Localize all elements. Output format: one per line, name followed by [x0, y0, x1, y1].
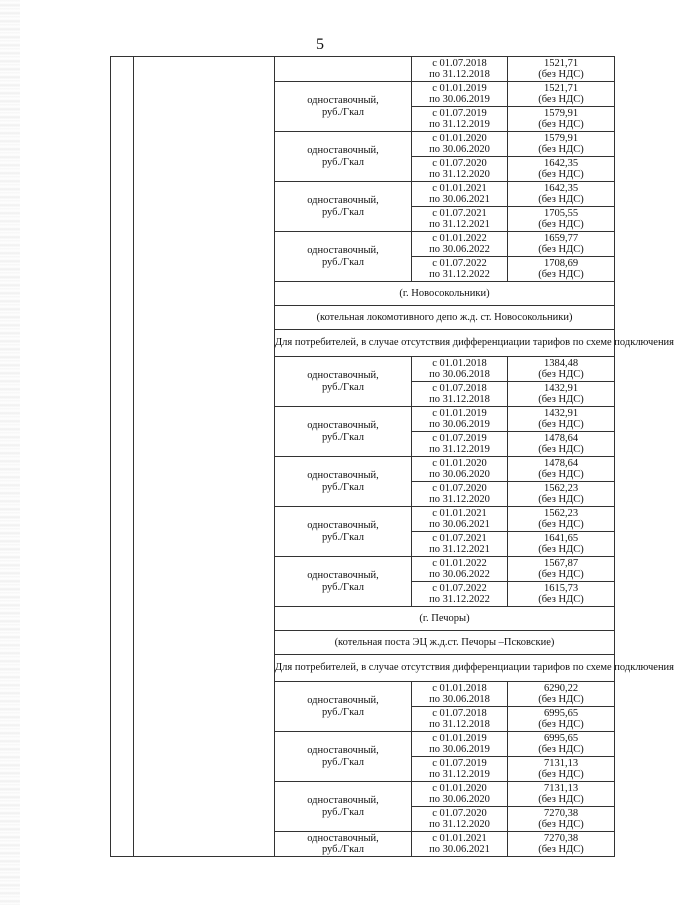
price-cell [508, 707, 615, 732]
price-value: 1562,23 [543, 507, 579, 519]
vat-note: (без НДС) [538, 544, 584, 555]
period-cell [412, 457, 508, 482]
period-to: по 31.12.2018 [429, 719, 490, 730]
vat-note: (без НДС) [538, 769, 584, 780]
price-cell [508, 832, 615, 857]
period-to: по 31.12.2018 [429, 394, 490, 405]
city-label: (г. Печоры) [275, 607, 615, 631]
price-cell [508, 782, 615, 807]
tariff-type-line-2: руб./Гкал [321, 844, 365, 855]
tariff-type-line-2: руб./Гкал [321, 106, 365, 118]
tariff-type [275, 232, 412, 282]
period-to: по 30.06.2021 [429, 194, 490, 205]
period-cell [412, 82, 508, 107]
vat-note: (без НДС) [538, 269, 584, 280]
period-cell [412, 557, 508, 582]
price-cell [508, 582, 615, 607]
vat-note: (без НДС) [538, 69, 584, 80]
period-to: по 31.12.2021 [429, 219, 490, 230]
period-cell [412, 507, 508, 532]
period-to: по 31.12.2019 [429, 769, 490, 780]
period-to: по 30.06.2022 [429, 569, 490, 580]
period-from: с 01.07.2020 [432, 482, 487, 494]
period-cell [412, 832, 508, 857]
period-from: с 01.01.2021 [432, 832, 487, 844]
period-to: по 30.06.2020 [429, 144, 490, 155]
period-cell [412, 57, 508, 82]
tariff-type-line-2: руб./Гкал [321, 531, 365, 543]
period-to: по 30.06.2019 [429, 744, 490, 755]
period-from: с 01.01.2021 [432, 182, 487, 194]
period-to: по 30.06.2019 [429, 94, 490, 105]
price-value: 1567,87 [543, 557, 579, 569]
left-column-1 [111, 57, 134, 857]
price-value: 6995,65 [543, 732, 579, 744]
period-to: по 31.12.2019 [429, 444, 490, 455]
tariff-type-line-2: руб./Гкал [321, 706, 365, 718]
period-cell [412, 257, 508, 282]
period-cell [412, 132, 508, 157]
tariff-table [110, 56, 674, 857]
vat-note: (без НДС) [538, 569, 584, 580]
period-from: с 01.07.2019 [432, 757, 487, 769]
period-from: с 01.07.2021 [432, 207, 487, 219]
period-to: по 31.12.2021 [429, 544, 490, 555]
period-from: с 01.07.2021 [432, 532, 487, 544]
period-cell [412, 382, 508, 407]
period-from: с 01.01.2019 [432, 407, 487, 419]
price-cell [508, 132, 615, 157]
period-cell [412, 407, 508, 432]
price-value: 7131,13 [543, 782, 579, 794]
tariff-type-line-1: одноставочный, [307, 195, 379, 206]
period-from: с 01.07.2019 [432, 107, 487, 119]
period-to: по 31.12.2020 [429, 819, 490, 830]
price-cell [508, 807, 615, 832]
period-cell [412, 232, 508, 257]
period-from: с 01.01.2019 [432, 732, 487, 744]
period-cell [412, 807, 508, 832]
tariff-type-line-2: руб./Гкал [321, 806, 365, 818]
page-number: 5 [316, 36, 324, 53]
period-cell [412, 707, 508, 732]
tariff-type [275, 832, 412, 857]
tariff-type [275, 507, 412, 557]
price-cell [508, 157, 615, 182]
price-value: 1432,91 [543, 407, 579, 419]
price-cell [508, 507, 615, 532]
price-value: 1478,64 [543, 457, 579, 469]
period-to: по 30.06.2022 [429, 244, 490, 255]
vat-note: (без НДС) [538, 419, 584, 430]
price-value: 1708,69 [543, 257, 579, 269]
tariff-type-line-2: руб./Гкал [321, 381, 365, 393]
vat-note: (без НДС) [538, 219, 584, 230]
price-value: 7131,13 [543, 757, 579, 769]
period-cell [412, 182, 508, 207]
vat-note: (без НДС) [538, 444, 584, 455]
price-cell [508, 457, 615, 482]
period-cell [412, 207, 508, 232]
period-from: с 01.01.2022 [432, 557, 487, 569]
price-value: 1641,65 [543, 532, 579, 544]
period-cell [412, 757, 508, 782]
tariff-type [275, 82, 412, 132]
period-to: по 31.12.2020 [429, 169, 490, 180]
vat-note: (без НДС) [538, 694, 584, 705]
tariff-type [275, 57, 412, 82]
period-from: с 01.01.2022 [432, 232, 487, 244]
vat-note: (без НДС) [538, 94, 584, 105]
period-to: по 30.06.2018 [429, 694, 490, 705]
price-value: 1579,91 [543, 132, 579, 144]
tariff-type-line-1: одноставочный, [307, 420, 379, 431]
price-cell [508, 532, 615, 557]
period-cell [412, 107, 508, 132]
period-from: с 01.07.2018 [432, 382, 487, 394]
tariff-type-line-1: одноставочный, [307, 745, 379, 756]
period-to: по 31.12.2019 [429, 119, 490, 130]
tariff-type [275, 557, 412, 607]
price-value: 1642,35 [543, 157, 579, 169]
vat-note: (без НДС) [538, 469, 584, 480]
price-value: 6290,22 [543, 682, 579, 694]
period-cell [412, 482, 508, 507]
period-from: с 01.07.2020 [432, 157, 487, 169]
price-value: 1432,91 [543, 382, 579, 394]
price-cell [508, 482, 615, 507]
period-from: с 01.07.2018 [432, 707, 487, 719]
price-value: 7270,38 [543, 807, 579, 819]
price-cell [508, 207, 615, 232]
tariff-type [275, 457, 412, 507]
price-cell [508, 357, 615, 382]
period-from: с 01.01.2020 [432, 457, 487, 469]
boiler-label: (котельная поста ЭЦ ж.д.ст. Печоры –Псковские) [275, 631, 615, 655]
price-cell [508, 557, 615, 582]
price-cell [508, 432, 615, 457]
price-value: 1615,73 [543, 582, 579, 594]
vat-note: (без НДС) [538, 394, 584, 405]
price-value: 1659,77 [543, 232, 579, 244]
vat-note: (без НДС) [538, 369, 584, 380]
tariff-type [275, 682, 412, 732]
price-cell [508, 757, 615, 782]
price-value: 1521,71 [543, 57, 579, 69]
price-value: 1579,91 [543, 107, 579, 119]
period-to: по 30.06.2020 [429, 794, 490, 805]
period-to: по 31.12.2022 [429, 269, 490, 280]
vat-note: (без НДС) [538, 169, 584, 180]
price-value: 1384,48 [543, 357, 579, 369]
period-from: с 01.01.2021 [432, 507, 487, 519]
price-cell [508, 57, 615, 82]
price-cell [508, 732, 615, 757]
period-to: по 30.06.2021 [429, 844, 490, 855]
period-to: по 30.06.2019 [429, 419, 490, 430]
price-value: 1705,55 [543, 207, 579, 219]
tariff-type-line-2: руб./Гкал [321, 431, 365, 443]
price-cell [508, 82, 615, 107]
tariff-type [275, 732, 412, 782]
vat-note: (без НДС) [538, 744, 584, 755]
vat-note: (без НДС) [538, 244, 584, 255]
price-value: 7270,38 [543, 832, 579, 844]
tariff-type [275, 132, 412, 182]
tariff-type-line-1: одноставочный, [307, 95, 379, 106]
period-cell [412, 432, 508, 457]
tariff-type-line-2: руб./Гкал [321, 481, 365, 493]
period-from: с 01.07.2022 [432, 582, 487, 594]
price-value: 1521,71 [543, 82, 579, 94]
period-cell [412, 357, 508, 382]
price-cell [508, 182, 615, 207]
period-from: с 01.01.2020 [432, 782, 487, 794]
price-cell [508, 407, 615, 432]
vat-note: (без НДС) [538, 144, 584, 155]
period-from: с 01.07.2019 [432, 432, 487, 444]
period-from: с 01.07.2022 [432, 257, 487, 269]
tariff-type-line-2: руб./Гкал [321, 256, 365, 268]
consumer-note: Для потребителей, в случае отсутствия дифференциации тарифов по схеме подключения [275, 655, 615, 682]
tariff-type-line-1: одноставочный, [307, 695, 379, 706]
vat-note: (без НДС) [538, 519, 584, 530]
period-from: с 01.01.2019 [432, 82, 487, 94]
tariff-type-line-1: одноставочный, [307, 795, 379, 806]
price-cell [508, 232, 615, 257]
period-cell [412, 732, 508, 757]
price-cell [508, 682, 615, 707]
period-from: с 01.01.2020 [432, 132, 487, 144]
vat-note: (без НДС) [538, 194, 584, 205]
period-from: с 01.07.2018 [432, 57, 487, 69]
tariff-type-line-1: одноставочный, [307, 370, 379, 381]
price-value: 1562,23 [543, 482, 579, 494]
period-to: по 30.06.2018 [429, 369, 490, 380]
tariff-type-line-2: руб./Гкал [321, 581, 365, 593]
tariff-type-line-1: одноставочный, [307, 245, 379, 256]
period-cell [412, 157, 508, 182]
tariff-type [275, 782, 412, 832]
period-cell [412, 682, 508, 707]
scan-edge [0, 0, 20, 905]
period-to: по 31.12.2018 [429, 69, 490, 80]
period-to: по 31.12.2020 [429, 494, 490, 505]
period-to: по 30.06.2021 [429, 519, 490, 530]
price-value: 1642,35 [543, 182, 579, 194]
left-column-2 [134, 57, 275, 857]
vat-note: (без НДС) [538, 819, 584, 830]
period-from: с 01.01.2018 [432, 357, 487, 369]
tariff-type-line-2: руб./Гкал [321, 756, 365, 768]
tariff-type [275, 182, 412, 232]
price-cell [508, 107, 615, 132]
tariff-type-line-2: руб./Гкал [321, 206, 365, 218]
vat-note: (без НДС) [538, 794, 584, 805]
tariff-row [111, 57, 615, 82]
period-to: по 31.12.2022 [429, 594, 490, 605]
price-value: 6995,65 [543, 707, 579, 719]
tariff-type [275, 407, 412, 457]
period-cell [412, 532, 508, 557]
period-cell [412, 782, 508, 807]
period-to: по 30.06.2020 [429, 469, 490, 480]
tariff-type-line-1: одноставочный, [307, 145, 379, 156]
price-cell [508, 382, 615, 407]
price-cell [508, 257, 615, 282]
period-from: с 01.01.2018 [432, 682, 487, 694]
vat-note: (без НДС) [538, 594, 584, 605]
consumer-note: Для потребителей, в случае отсутствия дифференциации тарифов по схеме подключения [275, 330, 615, 357]
vat-note: (без НДС) [538, 494, 584, 505]
vat-note: (без НДС) [538, 719, 584, 730]
tariff-type-line-1: одноставочный, [307, 570, 379, 581]
tariff-type-line-1: одноставочный, [307, 520, 379, 531]
tariff-type-line-1: одноставочный, [307, 832, 379, 844]
tariff-type-line-1: одноставочный, [307, 470, 379, 481]
price-value: 1478,64 [543, 432, 579, 444]
boiler-label: (котельная локомотивного депо ж.д. ст. Новосокольники) [275, 306, 615, 330]
vat-note: (без НДС) [538, 844, 584, 855]
period-cell [412, 582, 508, 607]
tariff-type [275, 357, 412, 407]
vat-note: (без НДС) [538, 119, 584, 130]
city-label: (г. Новосокольники) [275, 282, 615, 306]
tariff-type-line-2: руб./Гкал [321, 156, 365, 168]
period-from: с 01.07.2020 [432, 807, 487, 819]
